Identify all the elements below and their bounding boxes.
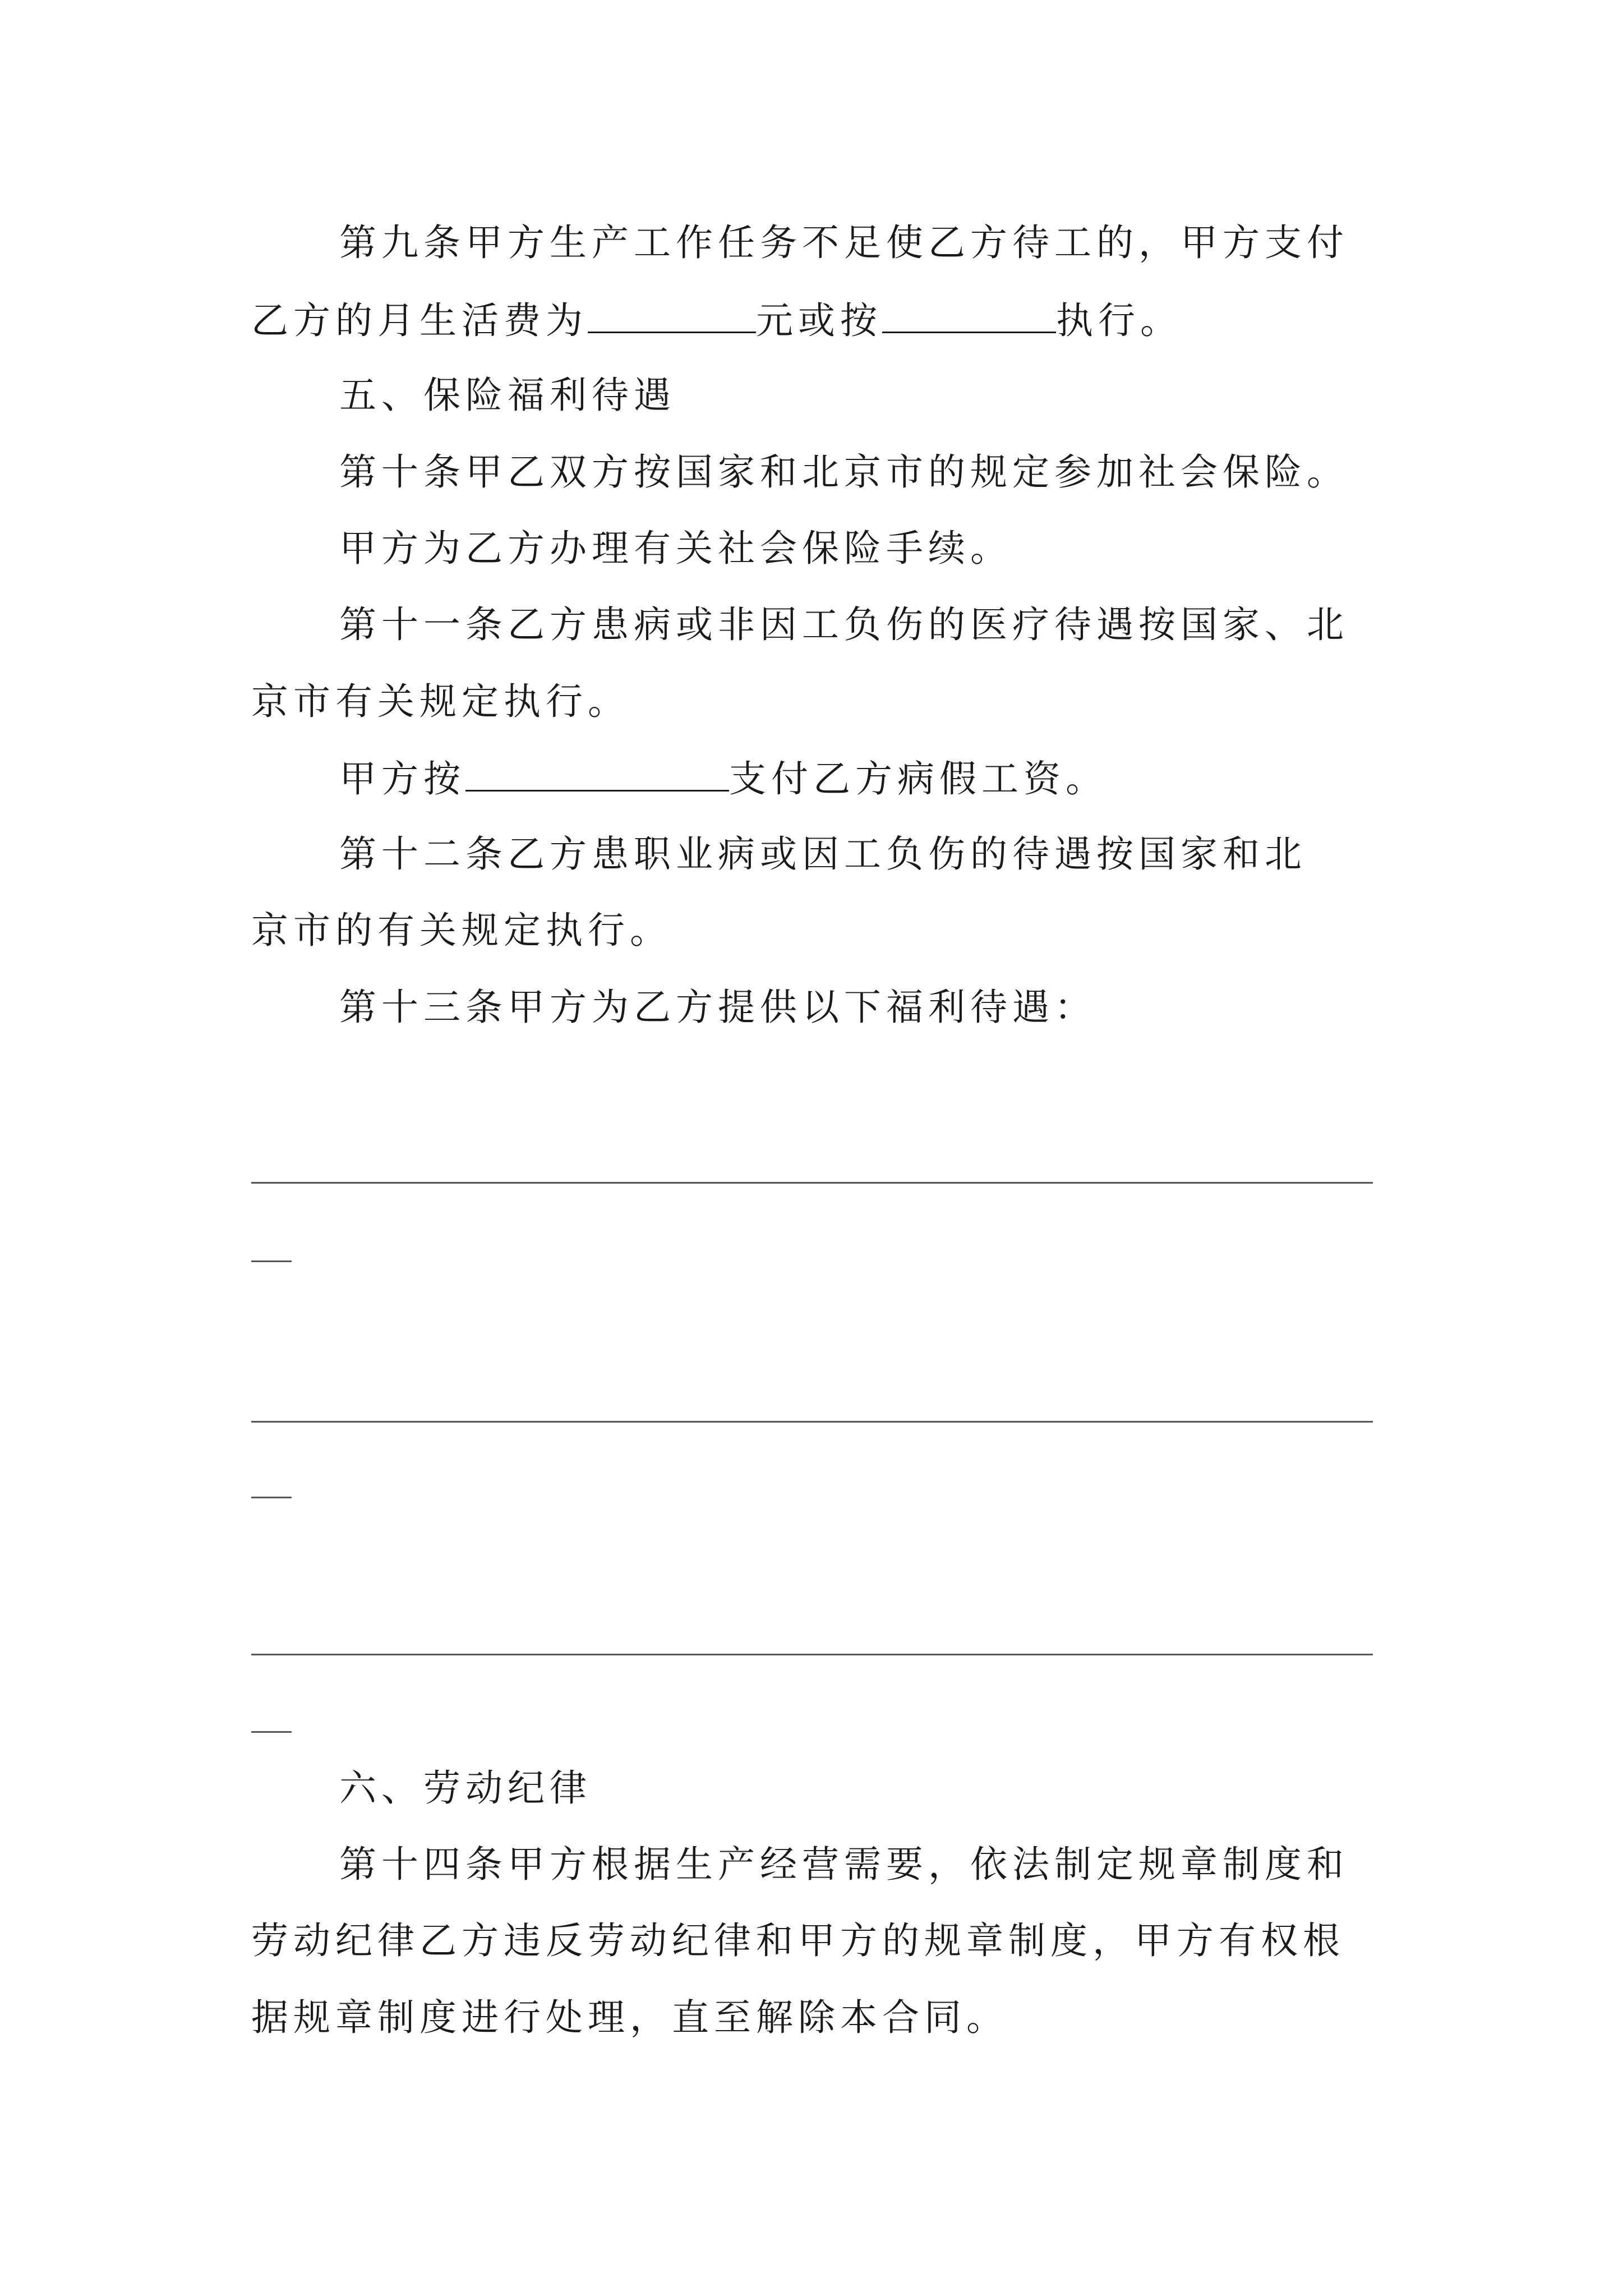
welfare-fill-line-2-tail xyxy=(251,1497,292,1498)
welfare-fill-line-3[interactable] xyxy=(251,1654,1373,1655)
article-14-line-1: 第十四条甲方根据生产经营需要，依法制定规章制度和 xyxy=(339,1843,1349,1886)
article-14-line-2: 劳动纪律乙方违反劳动纪律和甲方的规章制度，甲方有权根 xyxy=(251,1919,1345,1962)
section-5-heading: 五、保险福利待遇 xyxy=(339,374,676,417)
sick-pay-text-b: 支付乙方病假工资。 xyxy=(729,757,1108,800)
article-11-line-2: 京市有关规定执行。 xyxy=(251,680,630,723)
living-allowance-standard-blank[interactable] xyxy=(882,295,1056,333)
sick-pay-standard-blank[interactable] xyxy=(465,753,729,792)
article-14-line-3: 据规章制度进行处理，直至解除本合同。 xyxy=(251,1996,1008,2039)
sick-pay-text-a: 甲方按 xyxy=(339,757,465,800)
article-12-line-1: 第十二条乙方患职业病或因工负伤的待遇按国家和北 xyxy=(339,832,1307,876)
article-12-line-2: 京市的有关规定执行。 xyxy=(251,909,672,952)
living-allowance-blank[interactable] xyxy=(588,295,756,333)
article-11-line-1: 第十一条乙方患病或非因工负伤的医疗待遇按国家、北 xyxy=(339,603,1349,646)
article-10-line-1: 第十条甲乙双方按国家和北京市的规定参加社会保险。 xyxy=(339,450,1349,494)
welfare-fill-line-2[interactable] xyxy=(251,1421,1373,1423)
article-9-line-2 xyxy=(251,295,1182,346)
welfare-fill-line-1[interactable] xyxy=(251,1182,1373,1184)
article-9-text-c: 执行。 xyxy=(1056,299,1182,342)
sick-pay-line xyxy=(339,753,1108,804)
article-10-line-2: 甲方为乙方办理有关社会保险手续。 xyxy=(339,527,1012,570)
welfare-fill-line-1-tail xyxy=(251,1260,292,1262)
welfare-fill-line-3-tail xyxy=(251,1731,292,1733)
article-13-line-1: 第十三条甲方为乙方提供以下福利待遇： xyxy=(339,986,1096,1029)
article-9-text-a: 乙方的月生活费为 xyxy=(251,299,588,342)
article-9-line-1: 第九条甲方生产工作任务不足使乙方待工的，甲方支付 xyxy=(339,221,1349,264)
section-6-heading: 六、劳动纪律 xyxy=(339,1766,592,1810)
article-9-text-b: 元或按 xyxy=(756,299,882,342)
